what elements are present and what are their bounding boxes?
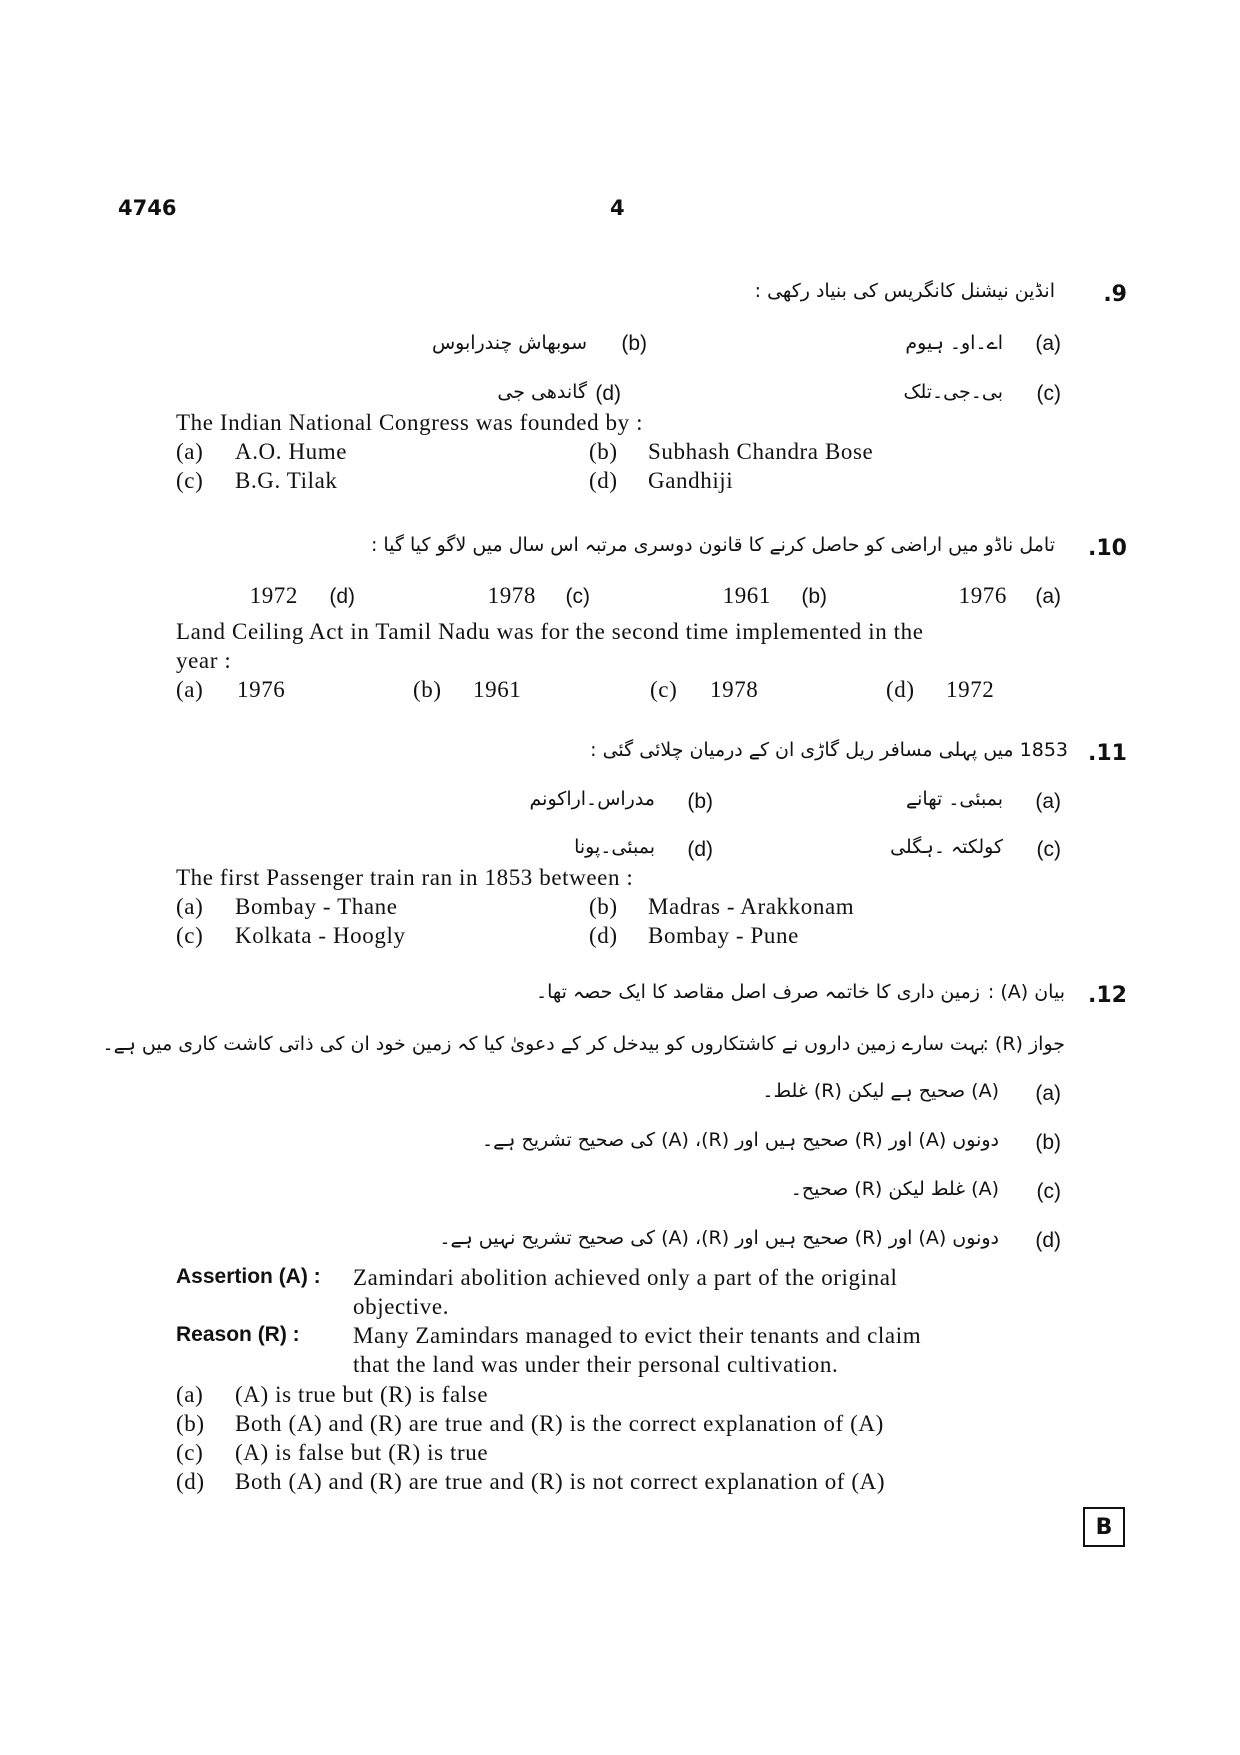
option-label-c: (c)	[176, 1440, 204, 1465]
option-label-a: (a)	[176, 677, 204, 702]
option-a: (A) is true but (R) is false	[235, 1382, 489, 1407]
question-text: The first Passenger train ran in 1853 between :	[176, 865, 634, 890]
option-label-b: (b)	[589, 894, 618, 919]
urdu-assertion-text: زمین داری کا خاتمہ صرف اصل مقاصد کا ایک حصہ تھا۔	[535, 981, 980, 1003]
urdu-option-a: 1976	[958, 583, 1007, 608]
reason-label: Reason (R) :	[176, 1323, 300, 1346]
option-d: Gandhiji	[648, 468, 734, 493]
urdu-option-c: 1978	[487, 583, 536, 608]
option-c: Kolkata - Hoogly	[235, 923, 406, 948]
reason-text-line-1: Many Zamindars managed to evict their tenants and claim	[353, 1323, 922, 1348]
urdu-question-text: تامل ناڈو میں اراضی کو حاصل کرنے کا قانون دوسری مرتبہ اس سال میں لاگو کیا گیا :	[370, 534, 1055, 556]
urdu-option-label-d: (d)	[329, 585, 355, 608]
option-b: Madras - Arakkonam	[648, 894, 855, 919]
assertion-text-line-1: Zamindari abolition achieved only a part of the original	[353, 1265, 898, 1290]
urdu-option-d: دونوں (A) اور (R) صحیح ہیں اور (R)، (A) کی صحیح تشریح نہیں ہے۔	[439, 1227, 999, 1249]
urdu-option-label-d: (d)	[1035, 1229, 1061, 1252]
question-text: The Indian National Congress was founded by :	[176, 410, 644, 435]
urdu-reason-label: جواز (R) :	[982, 1033, 1065, 1055]
urdu-option-label-a: (a)	[1035, 1082, 1061, 1105]
option-c: (A) is false but (R) is true	[235, 1440, 489, 1465]
option-label-b: (b)	[176, 1411, 205, 1436]
question-text-line-2: year :	[176, 648, 232, 673]
urdu-option-d: 1972	[249, 583, 298, 608]
set-code-box: B	[1083, 1507, 1125, 1547]
assertion-label: Assertion (A) :	[176, 1265, 321, 1288]
option-label-d: (d)	[589, 468, 618, 493]
urdu-option-label-b: (b)	[801, 585, 827, 608]
urdu-option-a: (A) صحیح ہے لیکن (R) غلط۔	[762, 1080, 999, 1102]
urdu-option-label-a: (a)	[1035, 585, 1061, 608]
option-label-b: (b)	[589, 439, 618, 464]
urdu-option-d: بمبئی۔پونا	[574, 836, 655, 858]
reason-text-line-2: that the land was under their personal cultivation.	[353, 1352, 839, 1377]
urdu-option-label-b: (b)	[1035, 1131, 1061, 1154]
urdu-option-label-c: (c)	[565, 585, 590, 608]
option-c: B.G. Tilak	[235, 468, 338, 493]
urdu-reason-text: بہت سارے زمین داروں نے کاشتکاروں کو بیدخل کر کے دعویٰ کیا کہ زمین خود ان کی ذاتی کاشت کاری میں ہے۔	[102, 1033, 985, 1055]
urdu-option-label-b: (b)	[621, 332, 647, 355]
option-d: Bombay - Pune	[648, 923, 799, 948]
option-label-c: (c)	[650, 677, 678, 702]
option-a: Bombay - Thane	[235, 894, 398, 919]
urdu-option-label-d: (d)	[687, 838, 713, 861]
urdu-option-a: بمبئی۔ تھانے	[905, 788, 1003, 810]
option-label-c: (c)	[176, 923, 204, 948]
question-number: .9	[1103, 282, 1127, 307]
urdu-option-label-a: (a)	[1035, 332, 1061, 355]
option-label-d: (d)	[886, 677, 915, 702]
urdu-question-text: 1853 میں پہلی مسافر ریل گاڑی ان کے درمیان چلائی گئی :	[590, 739, 1068, 761]
urdu-option-b: سوبھاش چندرابوس	[431, 332, 587, 354]
option-label-c: (c)	[176, 468, 204, 493]
paper-code: 4746	[118, 196, 177, 220]
option-label-a: (a)	[176, 894, 204, 919]
urdu-option-label-d: (d)	[595, 382, 621, 405]
option-a: A.O. Hume	[235, 439, 348, 464]
option-label-d: (d)	[176, 1469, 205, 1494]
urdu-option-b: دونوں (A) اور (R) صحیح ہیں اور (R)، (A) کی صحیح تشریح ہے۔	[482, 1129, 999, 1151]
urdu-option-c: بی۔جی۔تلک	[903, 381, 1003, 403]
option-label-d: (d)	[589, 923, 618, 948]
urdu-option-c: کولکتہ ۔ہگلی	[890, 836, 1003, 858]
urdu-option-b: 1961	[722, 583, 771, 608]
urdu-option-label-c: (c)	[1036, 1180, 1061, 1203]
question-text-line-1: Land Ceiling Act in Tamil Nadu was for the second time implemented in the	[176, 619, 924, 644]
option-label-a: (a)	[176, 1382, 204, 1407]
urdu-question-text: انڈین نیشنل کانگریس کی بنیاد رکھی :	[754, 280, 1055, 302]
urdu-option-label-a: (a)	[1035, 790, 1061, 813]
urdu-option-label-c: (c)	[1036, 382, 1061, 405]
urdu-assertion-label: بیان (A) :	[987, 981, 1065, 1003]
question-number: .12	[1088, 983, 1127, 1008]
urdu-option-label-c: (c)	[1036, 838, 1061, 861]
urdu-option-d: گاندھی جی	[497, 381, 587, 403]
urdu-option-a: اے۔او۔ ہیوم	[905, 332, 1003, 354]
option-b: 1961	[473, 677, 522, 702]
question-number: .10	[1088, 536, 1127, 561]
option-d: 1972	[946, 677, 995, 702]
urdu-option-c: (A) غلط لیکن (R) صحیح۔	[790, 1178, 999, 1200]
urdu-option-label-b: (b)	[687, 790, 713, 813]
option-label-a: (a)	[176, 439, 204, 464]
option-d: Both (A) and (R) are true and (R) is not correct explanation of (A)	[235, 1469, 886, 1494]
option-b: Subhash Chandra Bose	[648, 439, 874, 464]
page-number: 4	[610, 196, 625, 220]
urdu-option-b: مدراس۔اراکونم	[529, 788, 655, 810]
assertion-text-line-2: objective.	[353, 1294, 450, 1319]
option-label-b: (b)	[413, 677, 442, 702]
question-number: .11	[1088, 741, 1127, 766]
option-b: Both (A) and (R) are true and (R) is the correct explanation of (A)	[235, 1411, 884, 1436]
option-a: 1976	[237, 677, 286, 702]
option-c: 1978	[710, 677, 759, 702]
